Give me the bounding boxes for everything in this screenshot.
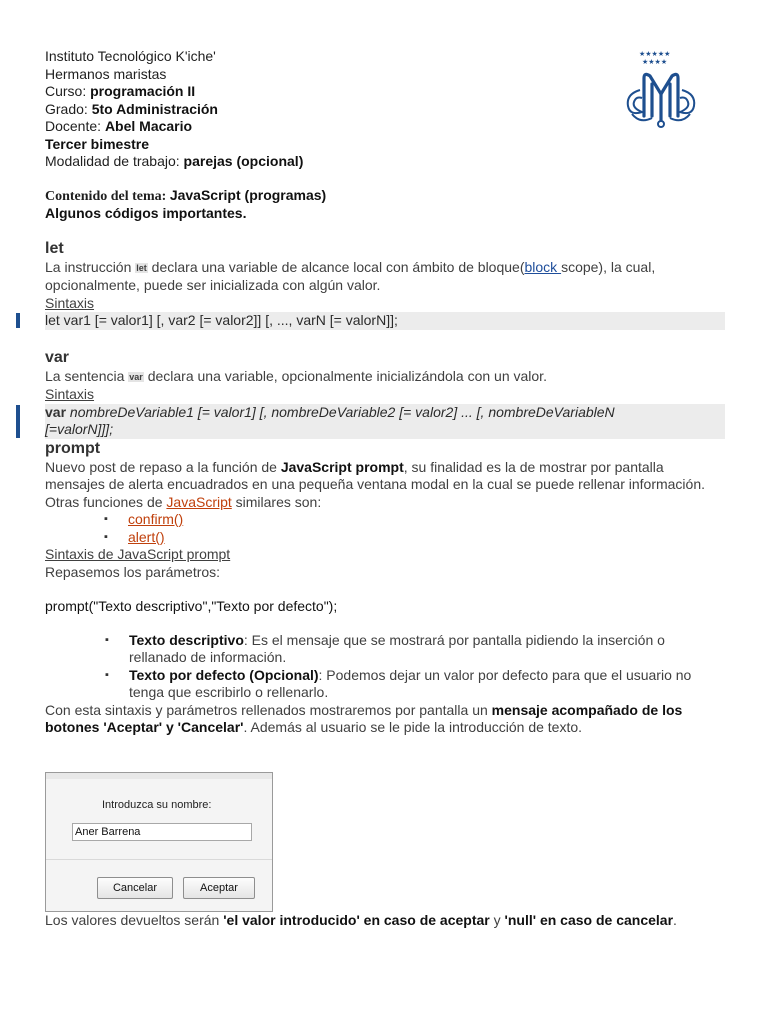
prompt-review: Repasemos los parámetros:	[45, 563, 221, 580]
grade-value: 5to Administración	[91, 100, 218, 117]
let-code: let var1 [= valor1] [, var2 [= valor2]] [, ..., varN [= valorN]];	[45, 312, 398, 328]
var-title: var	[45, 348, 70, 366]
var-code-block: var nombreDeVariable1 [= valor1] [, nombreDeVariable2 [= valor2] ... [, nombreDeVariableN [=valorN]]];	[45, 404, 725, 439]
return-values: Los valores devueltos serán 'el valor introducido' en caso de aceptar y 'null' en caso de cancelar.	[45, 912, 677, 928]
topic-value: JavaScript (programas)	[169, 186, 327, 203]
prompt-explanation: Con esta sintaxis y parámetros rellenados mostraremos por pantalla un mensaje acompañado de los botones 'Aceptar' y 'Cancelar'. Además al usuario se le pide la introducción de texto.	[45, 701, 683, 735]
teacher-value: Abel Macario	[104, 118, 193, 134]
javascript-link[interactable]: JavaScript	[166, 493, 232, 510]
course-line: Curso: programación II	[45, 83, 196, 99]
mode-line: Modalidad de trabajo: parejas (opcional)	[45, 153, 304, 169]
topic-subtitle: Algunos códigos importantes.	[45, 205, 247, 221]
params-list	[45, 632, 725, 702]
list-item	[128, 529, 725, 547]
header-info	[45, 48, 725, 171]
let-keyword: let	[136, 262, 147, 273]
brothers-line: Hermanos maristas	[45, 65, 167, 82]
prompt-syntax-label: Sintaxis de JavaScript prompt	[45, 546, 231, 562]
prompt-similar: Otras funciones de JavaScript similares son:	[45, 493, 322, 510]
let-code-block	[45, 312, 725, 330]
svg-text:★★★★★: ★★★★★	[639, 50, 671, 58]
confirm-link[interactable]: confirm()	[128, 511, 184, 527]
teacher-line: Docente: Abel Macario	[45, 118, 193, 134]
prompt-dialog	[45, 772, 273, 912]
var-keyword: var	[129, 371, 143, 382]
svg-text:★★★★: ★★★★	[642, 58, 668, 66]
var-description: La sentencia var declara una variable, opcionalmente inicializándola con un valor.	[45, 367, 547, 384]
dialog-name-input[interactable]: Aner Barrena	[72, 823, 252, 841]
dialog-label: Introduzca su nombre:	[102, 799, 212, 811]
list-item: ▪ Texto descriptivo: Es el mensaje que se mostrará por pantalla pidiendo la inserción o rellanado de información.	[129, 632, 725, 667]
let-description: La instrucción let declara una variable de alcance local con ámbito de bloque(block scope), la cual, opcionalmente, puede ser inicializada con algún valor.	[45, 258, 656, 293]
accept-button[interactable]: Aceptar	[183, 877, 255, 899]
var-code-keyword: var	[45, 403, 67, 420]
document-body	[45, 48, 725, 737]
var-syntax-label: Sintaxis	[45, 386, 95, 402]
topic-line: Contenido del tema: JavaScript (programas)	[45, 186, 327, 204]
code-marker	[16, 313, 20, 328]
prompt-intro: Nuevo post de repaso a la función de JavaScript prompt, su finalidad es la de mostrar por pantalla mensajes de alerta encuadrados en una pequeña ventana modal en la cual se puede rellenar información.	[45, 458, 706, 492]
prompt-title: prompt	[45, 439, 101, 457]
similar-functions-list	[45, 511, 725, 546]
let-title: let	[45, 239, 64, 257]
grade-line: Grado: 5to Administración	[45, 100, 218, 117]
alert-link[interactable]: alert()	[128, 528, 165, 545]
institute-name: Instituto Tecnológico K'iche'	[45, 48, 216, 64]
prompt-code: prompt("Texto descriptivo","Texto por defecto");	[45, 598, 338, 614]
let-syntax-label: Sintaxis	[45, 294, 95, 311]
cancel-button[interactable]: Cancelar	[97, 877, 173, 899]
mode-value: parejas (opcional)	[183, 153, 304, 169]
term-line: Tercer bimestre	[45, 135, 150, 152]
course-value: programación II	[90, 83, 196, 99]
code-marker	[16, 405, 20, 438]
list-item: ▪ Texto por defecto (Opcional): Podemos dejar un valor por defecto para que el usuario no tenga que escribirlo o rellenarlo.	[129, 667, 725, 702]
topic-block	[45, 187, 725, 223]
block-scope-link[interactable]: block	[524, 258, 562, 275]
list-item	[128, 511, 725, 529]
